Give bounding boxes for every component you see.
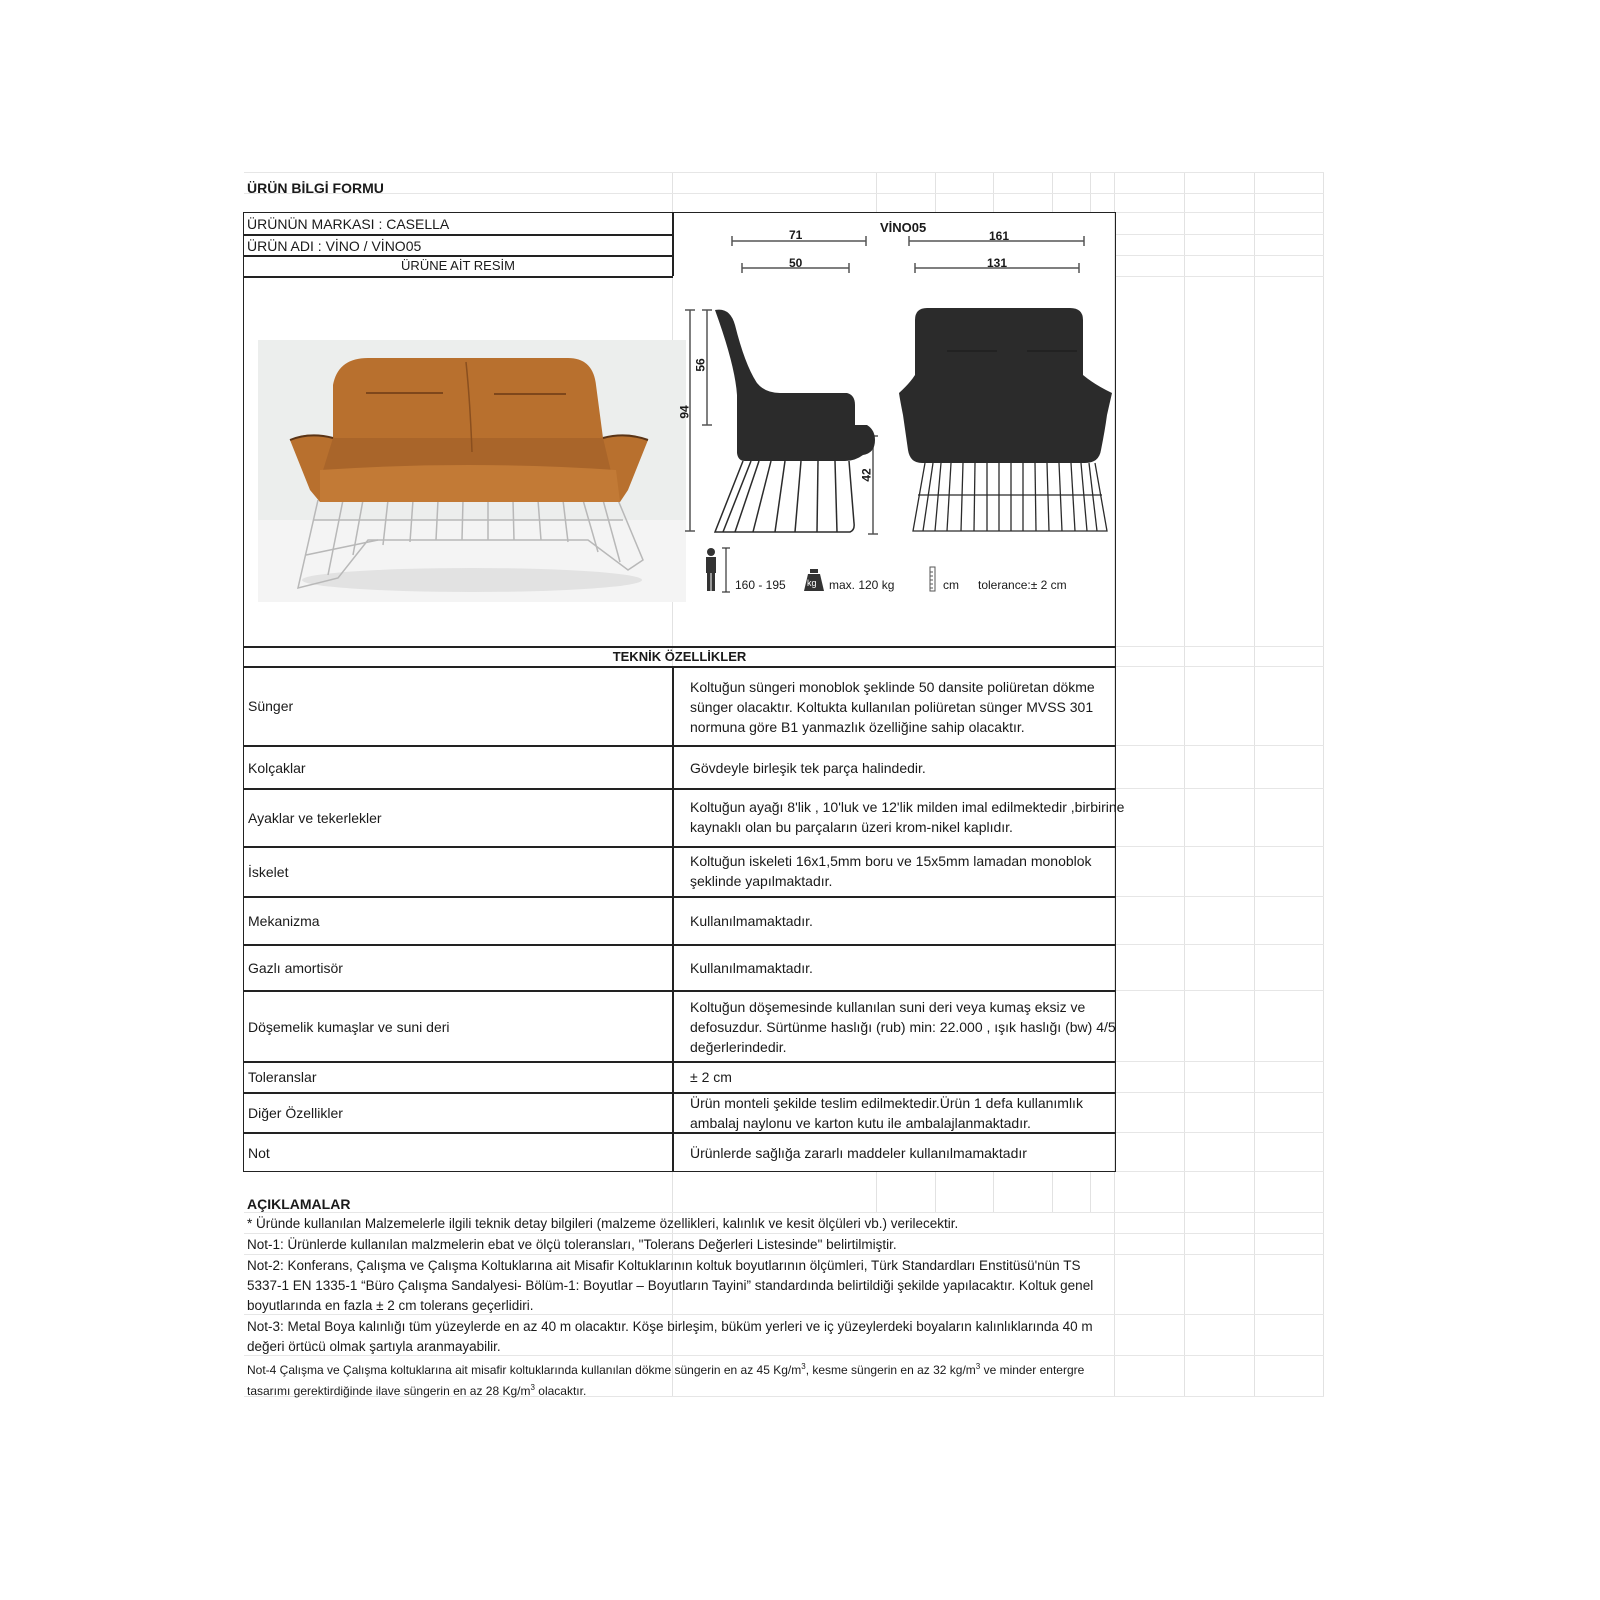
spec-label: Toleranslar bbox=[248, 1069, 317, 1085]
note-item: Not-3: Metal Boya kalınlığı tüm yüzeylerde en az 40 m olacaktır. Köşe birleşim, büküm yerleri ve iç yüzeylerdeki boyaların kalınlıklarında 40 m bbox=[247, 1319, 1093, 1334]
front-view-silhouette bbox=[899, 308, 1112, 463]
spec-value-line: Kullanılmamaktadır. bbox=[690, 960, 813, 976]
brand-label: ÜRÜNÜN MARKASI : CASELLA bbox=[247, 216, 450, 232]
spec-label: Ayaklar ve tekerlekler bbox=[248, 810, 382, 826]
dim-total-height: 94 bbox=[677, 405, 692, 419]
spec-value bbox=[690, 1093, 1140, 1133]
spec-value-line: Koltuğun iskeleti 16x1,5mm boru ve 15x5mm lamadan monoblok bbox=[690, 853, 1092, 869]
form-title: ÜRÜN BİLGİ FORMU bbox=[247, 180, 384, 196]
spec-value-line: ± 2 cm bbox=[690, 1069, 732, 1085]
spec-label: Gazlı amortisör bbox=[248, 960, 343, 976]
spec-value-line: Ürün monteli şekilde teslim edilmektedir.Ürün 1 defa kullanımlık bbox=[690, 1095, 1083, 1111]
note-text: Not-4 Çalışma ve Çalışma koltuklarına ait misafir koltuklarında kullanılan dökme süngerin en az 45 Kg/m bbox=[247, 1363, 802, 1377]
spec-value bbox=[690, 1143, 1140, 1163]
superscript: 3 bbox=[975, 1362, 981, 1371]
tolerance-label: tolerance:± 2 cm bbox=[978, 578, 1067, 592]
spec-value-line: Koltuğun ayağı 8'lik , 10'luk ve 12'lik milden imal edilmektedir ,birbirine bbox=[690, 799, 1125, 815]
spec-value-line: normuna göre B1 yanmazlık özelliğine sahip olacaktır. bbox=[690, 719, 1025, 735]
spec-value bbox=[690, 958, 1140, 978]
spec-label: Döşemelik kumaşlar ve suni deri bbox=[248, 1019, 450, 1035]
kg-badge: kg bbox=[807, 578, 817, 588]
spec-value-line: defosuzdur. Sürtünme haslığı (rub) min: 22.000 , ışık haslığı (bw) 4/5 bbox=[690, 1019, 1116, 1035]
spec-value-line: Koltuğun süngeri monoblok şeklinde 50 dansite poliüretan dökme bbox=[690, 679, 1095, 695]
spec-value-line: kaynaklı olan bu parçaların üzeri krom-nikel kaplıdır. bbox=[690, 819, 1013, 835]
divider bbox=[243, 944, 1116, 946]
dim-seat-height: 42 bbox=[859, 468, 874, 482]
note-item: Not-2: Konferans, Çalışma ve Çalışma Koltuklarına ait Misafir Koltuklarının koltuk boyutlarının ölçümleri, Türk Standardları Enstitüsü'nün TS bbox=[247, 1258, 1081, 1273]
divider bbox=[243, 846, 1116, 848]
spec-value-line: Gövdeyle birleşik tek parça halindedir. bbox=[690, 760, 926, 776]
spec-value bbox=[690, 677, 1140, 737]
person-height-icon bbox=[702, 545, 732, 595]
spec-value-line: Koltuğun döşemesinde kullanılan suni deri veya kumaş eksiz ve bbox=[690, 999, 1086, 1015]
image-header: ÜRÜNE AİT RESİM bbox=[401, 258, 515, 273]
divider bbox=[672, 666, 674, 1172]
spec-label: Diğer Özellikler bbox=[248, 1105, 343, 1121]
note-text: ve minder entergre bbox=[980, 1363, 1085, 1377]
dim-side-seat-depth: 50 bbox=[789, 256, 803, 270]
spec-value bbox=[690, 1067, 1140, 1087]
spec-value bbox=[690, 851, 1140, 891]
divider bbox=[243, 255, 673, 257]
technical-specs-header: TEKNİK ÖZELLİKLER bbox=[612, 649, 747, 664]
spec-value-line: sünger olacaktır. Koltukta kullanılan poliüretan sünger MVSS 301 bbox=[690, 699, 1094, 715]
sofa-illustration bbox=[258, 340, 686, 602]
note-text: olacaktır. bbox=[534, 1384, 587, 1398]
spec-label: Mekanizma bbox=[248, 913, 320, 929]
superscript: 3 bbox=[801, 1362, 806, 1371]
divider bbox=[243, 990, 1116, 992]
spec-label: İskelet bbox=[248, 864, 289, 880]
note-item bbox=[247, 1377, 1117, 1402]
product-name-label: ÜRÜN ADI : VİNO / VİNO05 bbox=[247, 238, 422, 254]
side-view-frame bbox=[715, 461, 854, 532]
divider bbox=[243, 1061, 1116, 1063]
ruler-icon bbox=[929, 566, 937, 592]
dim-front-total-width: 161 bbox=[989, 229, 1010, 243]
divider bbox=[243, 234, 673, 236]
spec-value bbox=[690, 911, 1140, 931]
spec-value-line: Ürünlerde sağlığa zararlı maddeler kullanılmamaktadır bbox=[690, 1145, 1027, 1161]
spec-value bbox=[690, 797, 1130, 837]
spec-value bbox=[690, 997, 1140, 1057]
dim-side-total-depth: 71 bbox=[789, 228, 803, 242]
model-code: VİNO05 bbox=[880, 220, 927, 235]
divider bbox=[243, 666, 1116, 668]
note-item: 5337-1 EN 1335-1 “Büro Çalışma Sandalyesi- Bölüm-1: Boyutlar – Boyutların Tayini” standardında belirtildiği şekilde yapılacaktır. Koltuk genel bbox=[247, 1278, 1094, 1293]
spec-value-line: şeklinde yapılmaktadır. bbox=[690, 873, 833, 889]
person-height-range: 160 - 195 bbox=[735, 578, 786, 592]
divider bbox=[243, 896, 1116, 898]
spec-label: Not bbox=[248, 1145, 270, 1161]
front-view-frame bbox=[913, 463, 1107, 531]
spec-value bbox=[690, 758, 1140, 778]
spec-label: Sünger bbox=[248, 698, 294, 714]
product-photo bbox=[258, 340, 686, 602]
dim-front-seat-width: 131 bbox=[987, 256, 1008, 270]
divider bbox=[243, 788, 1116, 790]
superscript: 3 bbox=[530, 1383, 535, 1392]
spec-value-line: ambalaj naylonu ve karton kutu ile ambalajlanmaktadır. bbox=[690, 1115, 1031, 1131]
spec-value-line: değerlerindedir. bbox=[690, 1039, 787, 1055]
note-item: * Üründe kullanılan Malzemelerle ilgili teknik detay bilgileri (malzeme özellikleri, kalınlık ve kesit ölçüleri vb.) verilecektir. bbox=[247, 1216, 959, 1231]
note-item: Not-1: Ürünlerde kullanılan malzmelerin ebat ve ölçü toleransları, "Tolerans Değerleri Listesinde" belirtilmiştir. bbox=[247, 1237, 897, 1252]
notes-header: AÇIKLAMALAR bbox=[247, 1196, 351, 1212]
spec-value-line: Kullanılmamaktadır. bbox=[690, 913, 813, 929]
divider bbox=[243, 276, 673, 278]
divider bbox=[243, 745, 1116, 747]
spec-label: Kolçaklar bbox=[248, 760, 306, 776]
max-load: max. 120 kg bbox=[829, 578, 895, 592]
side-view-silhouette bbox=[715, 310, 875, 461]
note-text: tasarımı gerektirdiğinde ilave süngerin en az 28 Kg/m bbox=[247, 1384, 531, 1398]
unit-label: cm bbox=[943, 578, 959, 592]
note-item: değeri örtücü olmak şartıyla aranmayabilir. bbox=[247, 1339, 501, 1354]
note-text: , kesme süngerin en az 32 kg/m bbox=[805, 1363, 976, 1377]
note-item: boyutlarında en fazla ± 2 cm tolerans geçerlidiri. bbox=[247, 1298, 534, 1313]
dim-back-height: 56 bbox=[693, 358, 708, 372]
